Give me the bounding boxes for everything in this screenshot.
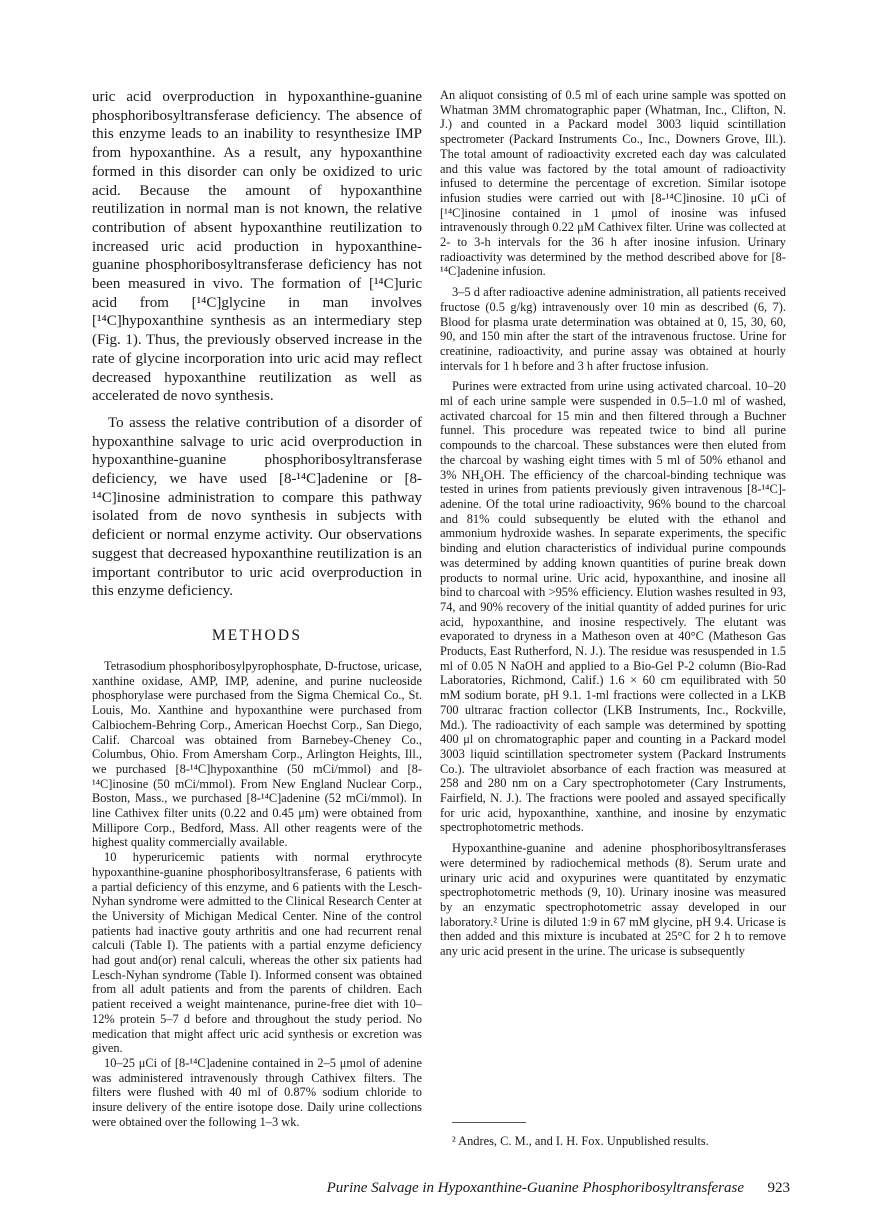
methods-paragraph-1: Tetrasodium phosphoribosylpyrophosphate, D-fructose, uricase, xanthine oxidase, AMP, IMP, adenine, and purine nucleoside phosphorylase were purchased from the Sigma Chemical Co., St. Louis, Mo. Xanthine and hypoxanthine were purchased from Calbiochem-Behring Corp., American Hoechst Corp., San Diego, Calif. Charcoal was obtained from Barnebey-Cheney Co., Columbus, Ohio. From Amersham Corp., Arlington Heights, Ill., we purchased [8-¹⁴C]hypoxanthine (50 mCi/mmol) and [8-¹⁴C]inosine (50 mCi/mmol). From New England Nuclear Corp., Boston, Mass., we purchased [8-¹⁴C]adenine (52 mCi/mmol). In line Cathivex filter units (0.22 and 0.45 μm) were obtained from Millipore Corp., Bedford, Mass. All other reagents were of the highest quality commercially available. bbox=[92, 658, 422, 850]
methods-paragraph-3: 10–25 μCi of [8-¹⁴C]adenine contained in 2–5 μmol of adenine was administered intravenously through Cathivex filters. The filters were flushed with 40 ml of 0.87% sodium chloride to insure delivery of the entire isotope dose. Daily urine collections were obtained over the following 1–3 wk. bbox=[92, 1055, 422, 1129]
left-column bbox=[92, 88, 422, 1129]
methods-paragraph-6: Purines were extracted from urine using activated charcoal. 10–20 ml of each urine sample were suspended in 0.5–1.0 ml of washed, activated charcoal for 15 min and then filtered through a Buchner funnel. This procedure was repeated twice to bind all purine compounds to the charcoal. These substances were then eluted from the charcoal by washing eight times with 5 ml of 50% ethanol and 3% NH₄OH. The efficiency of the charcoal-binding technique was tested in urines from patients previously given intravenous [8-¹⁴C]-adenine. Of the total urine radioactivity, 96% bound to the charcoal and 81% could subsequently be eluted with the ethanol and ammonium hydroxide washes. In separate experiments, the specific binding and elution characteristics of individual purine compounds was determined by adding known quantities of purine break down products to normal urine. Uric acid, hypoxanthine, and inosine all bind to charcoal with >95% efficiency. Elution washes resulted in 93, 74, and 90% recovery of the initial quantity of added purines for uric acid, hypoxanthine, and inosine respectively. The elutant was evaporated to dryness in a Matheson oven at 40°C (Matheson Gas Products, East Rutherford, N. J.). The residue was resuspended in 1.5 ml of 0.05 N NaOH and applied to a Bio-Gel P-2 column (Bio-Rad Laboratories, Richmond, Calif.) 1.6 × 60 cm equilibrated with 50 mM sodium borate, pH 9.1. 1-ml fractions were collected in a LKB 700 ultrarac fraction collector (LKB Instruments, Inc., Rockville, Md.). The radioactivity of each sample was determined by spotting 400 μl on chromatographic paper and counting in a Packard model 3003 liquid scintillation spectrometer system (Packard Instruments Co.). The ultraviolet absorbance of each fraction was measured at 258 and 280 nm on a Cary spectrophotometer (Cary Instruments, Fairfield, N. J.). The fractions were pooled and assayed specifically for uric acid, hypoxanthine, xanthine, and inosine by enzymatic spectrophotometric methods. bbox=[440, 379, 786, 835]
intro-paragraph-2: To assess the relative contribution of a disorder of hypoxanthine salvage to uric acid overproduction in hypoxanthine-guanine phosphoribosyltransferase deficiency, we have used [8-¹⁴C]adenine or [8-¹⁴C]inosine administration to compare this pathway isolated from de novo synthesis in subjects with deficient or normal enzyme activity. Our observations suggest that decreased hypoxanthine reutilization is an important contributor to uric acid overproduction in this enzyme deficiency. bbox=[92, 414, 422, 600]
methods-paragraph-5: 3–5 d after radioactive adenine administration, all patients received fructose (0.5 g/kg) intravenously over 10 min as described (6, 7). Blood for plasma urate determination was obtained at 0, 15, 30, 60, 90, and 150 min after the start of the intravenous fructose. Urine for creatinine, radioactivity, and purine assay was obtained at hourly intervals for 1 h before and 3 h after fructose infusion. bbox=[440, 285, 786, 373]
intro-paragraph-1: uric acid overproduction in hypoxanthine-guanine phosphoribosyltransferase deficiency. The absence of this enzyme leads to an inability to resynthesize IMP from hypoxanthine. As a result, any hypoxanthine formed in this disorder can only be oxidized to uric acid. Because the amount of hypoxanthine reutilization in normal man is not known, the relative contribution of absent hypoxanthine reutilization to increased uric acid production in hypoxanthine-guanine phosphoribosyltransferase deficiency has not been measured in vivo. The formation of [¹⁴C]uric acid from [¹⁴C]glycine in man involves [¹⁴C]hypoxanthine synthesis as an intermediary step (Fig. 1). Thus, the previously observed increase in the rate of glycine incorporation into uric acid may reflect decreased hypoxanthine reutilization as well as accelerated de novo synthesis. bbox=[92, 89, 422, 405]
footnote-divider bbox=[452, 1122, 526, 1123]
methods-left bbox=[92, 659, 422, 1130]
right-column bbox=[440, 88, 786, 959]
methods-paragraph-4: An aliquot consisting of 0.5 ml of each urine sample was spotted on Whatman 3MM chromatographic paper (Whatman, Inc., Clifton, N. J.) and counted in a Packard model 3003 liquid scintillation spectrometer (Packard Instruments Co., Inc., Downers Grove, Ill.). The total amount of radioactivity excreted each day was calculated and this value was factored by the total amount of radioactivity infused to determine the percentage of excretion. Similar isotope infusion studies were carried out with [8-¹⁴C]inosine. 10 μCi of [¹⁴C]inosine contained in 1 μmol of inosine was infused intravenously through 0.22 μM Cathivex filter. Urine was collected at 2- to 3-h intervals for the 36 h after inosine infusion. Urinary radioactivity was determined by the method described above for [8-¹⁴C]adenine infusion. bbox=[440, 88, 786, 279]
page-footer bbox=[0, 1180, 880, 1202]
running-title: Purine Salvage in Hypoxanthine-Guanine Phosphoribosyltransferase bbox=[326, 1180, 744, 1196]
introduction bbox=[92, 88, 422, 601]
methods-paragraph-7: Hypoxanthine-guanine and adenine phosphoribosyltransferases were determined by radiochemical methods (8). Serum urate and urinary uric acid and oxypurines were quantitated by enzymatic spectrophotometric methods (9, 10). Urinary inosine was measured by an enzymatic spectrophotometric assay developed in our laboratory.² Urine is diluted 1:9 in 67 mM glycine, pH 9.4. Uricase is then added and this mixture is incubated at 25°C for 2 h to remove any uric acid present in the urine. The uricase is subsequently bbox=[440, 841, 786, 959]
footnote: ² Andres, C. M., and I. H. Fox. Unpublished results. bbox=[452, 1134, 709, 1148]
page-number: 923 bbox=[767, 1180, 790, 1196]
methods-heading: METHODS bbox=[211, 626, 303, 644]
methods-paragraph-2: 10 hyperuricemic patients with normal erythrocyte hypoxanthine-guanine phosphoribosyltransferase, 6 patients with a partial deficiency of this enzyme, and 6 patients with the Lesch-Nyhan syndrome were admitted to the Clinical Research Center at the University of Michigan Medical Center. Nine of the control patients had inactive gouty arthritis and one had recurrent renal calculi (Table I). The patients with a partial enzyme deficiency had gout and(or) renal calculi, whereas the other six patients had Lesch-Nyhan syndrome (Table I). Informed consent was obtained from all adult patients and from the parents of children. Each patient received a weight maintenance, purine-free diet with 10–12% protein 5–7 d before and throughout the study period. No medication that might affect uric acid synthesis or excretion was given. bbox=[92, 850, 422, 1056]
